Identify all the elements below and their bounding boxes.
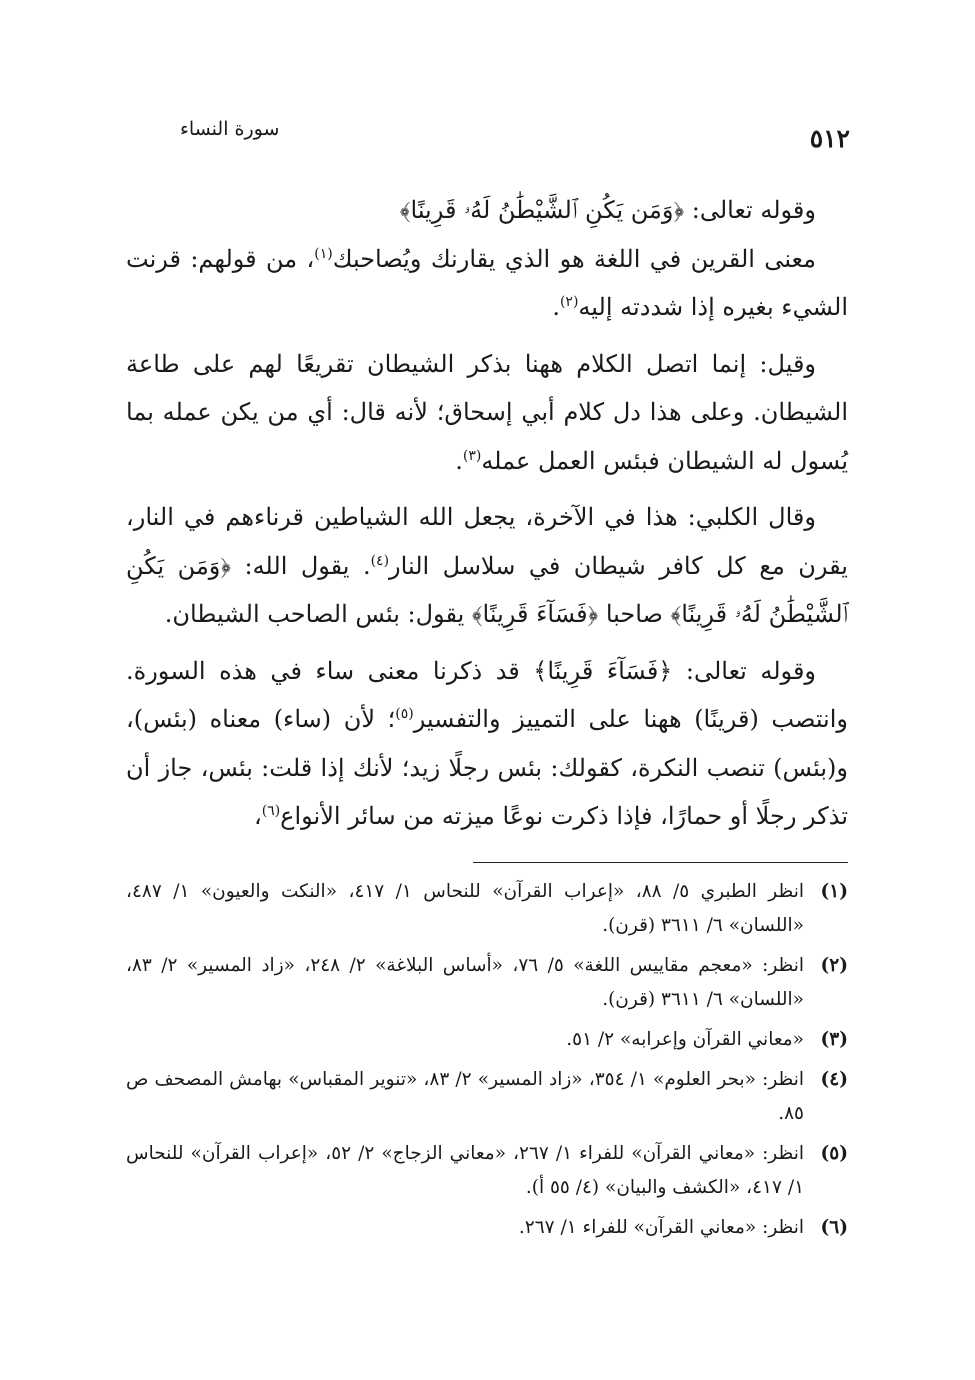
footnote-text: انظر: «معاني القرآن» للفراء ١/ ٢٦٧، «معاني الزجاج» ٢/ ٥٢، «إعراب القرآن» للنحاس ١/ ٤١٧، «الكشف والبيان» (٤/ ٥٥ أ). bbox=[126, 1143, 804, 1198]
footnote-text: انظر: «بحر العلوم» ١/ ٣٥٤، «زاد المسير» ٢/ ٨٣، «تنوير المقباس» بهامش المصحف ص ٨٥. bbox=[126, 1069, 804, 1124]
footnote-text: «معاني القرآن وإعرابه» ٢/ ٥١. bbox=[566, 1029, 804, 1050]
paragraph-1 bbox=[126, 186, 848, 235]
page-header bbox=[120, 118, 850, 168]
paragraph-text: . bbox=[552, 293, 560, 321]
footnote-ref-5[interactable]: (٥) bbox=[395, 706, 414, 722]
footnote-ref-4[interactable]: (٤) bbox=[370, 552, 390, 569]
footnote-6 bbox=[126, 1211, 848, 1245]
footnote-number: (٢) bbox=[820, 955, 848, 976]
footnote-3 bbox=[126, 1023, 848, 1057]
paragraph-text: ، من قولهم: قرنت الشيء بغيره إذا شددته إليه bbox=[126, 244, 848, 321]
paragraph-text: وقيل: إنما اتصل الكلام ههنا بذكر الشيطان تقريعًا لهم على طاعة الشيطان. وعلى هذا دل كلام أبي إسحاق؛ لأنه قال: أي من يكن عمله بما يُسول له الشيطان فبئس العمل عمله bbox=[126, 349, 848, 475]
main-text bbox=[126, 186, 848, 841]
footnote-number: (١) bbox=[820, 881, 848, 902]
paragraph-text: ؛ لأن (ساء) معناه (بئس)، و(بئس) تنصب النكرة، كقولك: بئس رجلًا زيد؛ لأنك إذا قلت: بئس، جاز أن تذكر رجلًا أو حمارًا، فإذا ذكرت نوعًا ميزته من سائر الأنواع bbox=[126, 705, 848, 830]
footnote-number: (٤) bbox=[820, 1069, 848, 1090]
paragraph-text: . يقول الله: bbox=[231, 551, 371, 580]
page-number: ٥١٢ bbox=[809, 124, 850, 153]
paragraph-text: قد ذكرنا معنى ساء في هذه السورة. وانتصب (قرينًا) ههنا على التمييز والتفسير bbox=[126, 656, 848, 733]
paragraph-text: ، bbox=[253, 802, 262, 830]
quran-verse: ﴿وَمَن يَكُنِ ٱلشَّيْطَٰنُ لَهُۥ قَرِينًا﴾ bbox=[126, 551, 848, 628]
paragraph-text: . bbox=[455, 446, 463, 475]
footnote-text: انظر: «معاني القرآن» للفراء ١/ ٢٦٧. bbox=[518, 1217, 804, 1238]
footnote-ref-6[interactable]: (٦) bbox=[261, 803, 281, 819]
paragraph-2 bbox=[126, 235, 848, 332]
paragraph-3 bbox=[126, 340, 848, 486]
footnote-4 bbox=[126, 1063, 848, 1131]
footnote-number: (٦) bbox=[820, 1217, 848, 1238]
quran-verse: ﴿فَسَآءَ قَرِينًا﴾ bbox=[471, 600, 599, 628]
running-title: سورة النساء bbox=[180, 118, 280, 140]
footnote-1 bbox=[126, 875, 848, 943]
quran-verse: ﴿فَسَآءَ قَرِينًا﴾ bbox=[533, 656, 673, 685]
footnote-number: (٥) bbox=[820, 1143, 848, 1164]
footnotes bbox=[126, 875, 848, 1251]
paragraph-4 bbox=[126, 493, 848, 639]
paragraph-text: معنى القرين في اللغة هو الذي يقارنك ويُصاحبك bbox=[332, 244, 816, 273]
paragraph-5 bbox=[126, 647, 848, 841]
footnote-2 bbox=[126, 949, 848, 1017]
footnote-text: انظر: «معجم مقاييس اللغة» ٥/ ٧٦، «أساس البلاغة» ٢/ ٢٤٨، «زاد المسير» ٢/ ٨٣، «اللسان» ٦/ ٣٦١١ (قرن). bbox=[126, 955, 804, 1010]
footnote-ref-2[interactable]: (٢) bbox=[559, 294, 579, 310]
paragraph-text: وقال الكلبي: هذا في الآخرة، يجعل الله الشياطين قرناءهم في النار، يقرن مع كل كافر شيطان في سلاسل النار bbox=[126, 503, 848, 580]
paragraph-text: صاحبا bbox=[598, 600, 671, 628]
footnote-ref-3[interactable]: (٣) bbox=[462, 447, 482, 464]
footnote-number: (٣) bbox=[820, 1029, 848, 1050]
footnote-ref-1[interactable]: (١) bbox=[314, 245, 333, 262]
paragraph-text: يقول: بئس الصاحب الشيطان. bbox=[164, 600, 472, 628]
quran-verse: ﴿وَمَن يَكُنِ ٱلشَّيْطَٰنُ لَهُۥ قَرِينًا﴾ bbox=[399, 196, 685, 224]
paragraph-text: وقوله تعالى: bbox=[684, 196, 816, 224]
paragraph-text: وقوله تعالى: bbox=[672, 656, 817, 685]
footnote-5 bbox=[126, 1137, 848, 1205]
footnote-divider bbox=[473, 862, 848, 863]
footnote-text: انظر الطبري ٥/ ٨٨، «إعراب القرآن» للنحاس ١/ ٤١٧، «النكت والعيون» ١/ ٤٨٧، «اللسان» ٦/ ٣٦١١ (قرن). bbox=[126, 881, 804, 936]
